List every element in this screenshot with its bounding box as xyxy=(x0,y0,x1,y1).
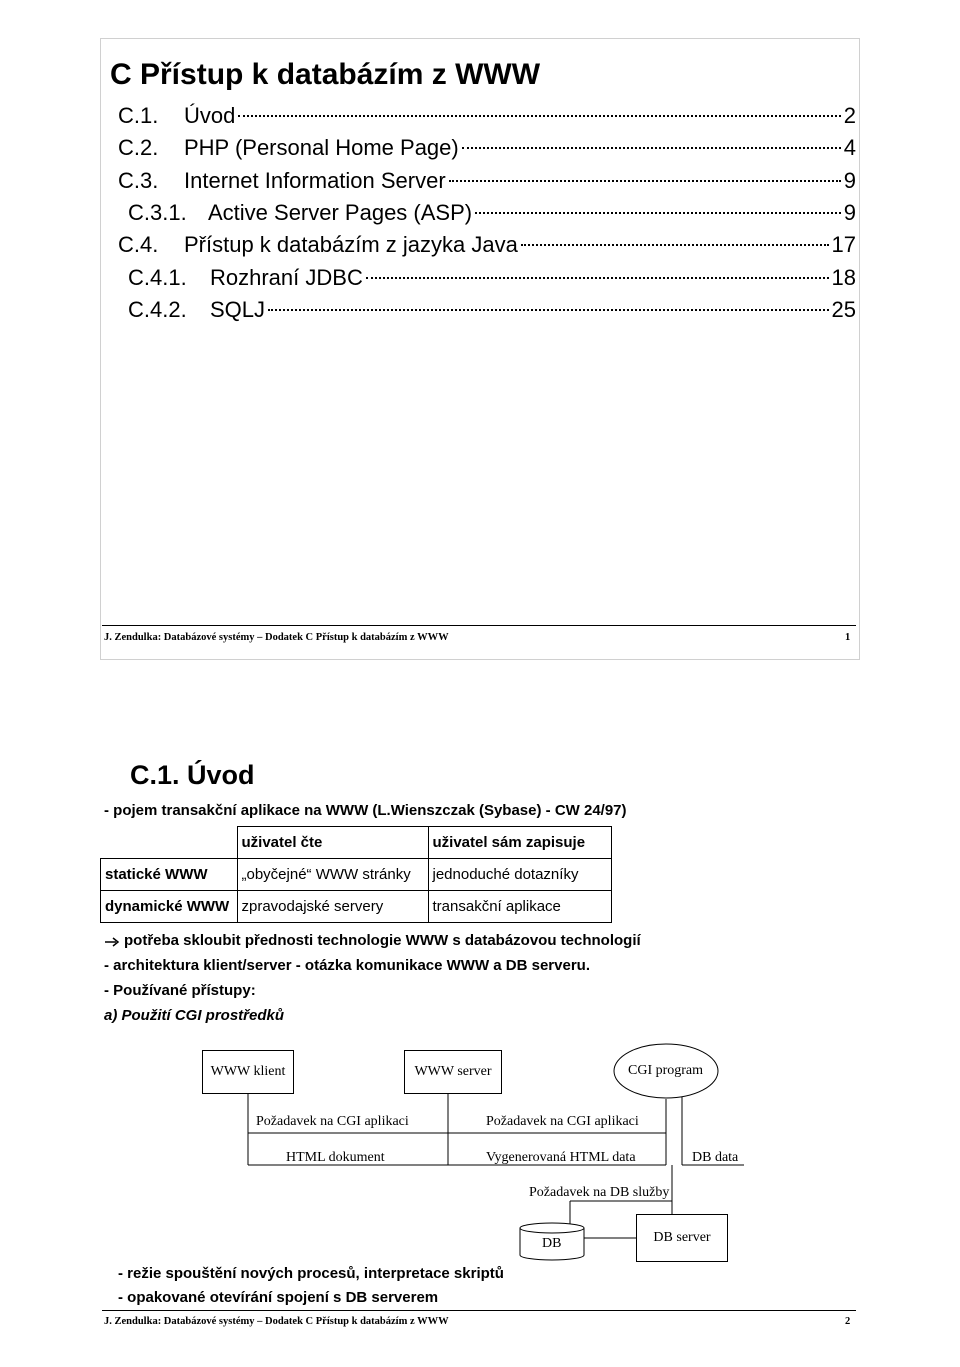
www-server-label: WWW server xyxy=(414,1064,492,1079)
toc-number: C.3. xyxy=(118,168,159,193)
slide-2-page-number: 2 xyxy=(845,1316,851,1327)
toc-number: C.2. xyxy=(118,135,159,160)
toc-number: C.1. xyxy=(118,103,159,128)
toc-title: Active Server Pages (ASP) xyxy=(208,200,473,225)
toc-number: C.4.1. xyxy=(128,265,187,290)
toc-page: 9 xyxy=(843,200,856,225)
slide-2-footer-rule xyxy=(102,1310,856,1311)
toc-page: 18 xyxy=(831,265,856,290)
db-server-box xyxy=(636,1214,728,1262)
db-cylinder-top xyxy=(520,1223,584,1233)
toc-title: PHP (Personal Home Page) xyxy=(184,135,459,160)
toc-number: C.3.1. xyxy=(128,200,187,225)
table-header-cell: uživatel sám zapisuje xyxy=(428,827,611,859)
request-cgi-label: Požadavek na CGI aplikaci xyxy=(256,1114,409,1129)
toc-page: 25 xyxy=(831,297,856,322)
bullet-line: - architektura klient/server - otázka komunikace WWW a DB serveru. xyxy=(104,957,590,974)
db-label: DB xyxy=(542,1236,562,1251)
intro-line: - pojem transakční aplikace na WWW (L.Wienszczak (Sybase) - CW 24/97) xyxy=(104,802,627,819)
slide-1-footer: J. Zendulka: Databázové systémy – Dodatek C Přístup k databázím z WWW xyxy=(104,632,449,643)
table-header-cell: uživatel čte xyxy=(237,827,428,859)
table-cell: zpravodajské servery xyxy=(237,891,428,923)
slide-2-footer: J. Zendulka: Databázové systémy – Dodatek C Přístup k databázím z WWW xyxy=(104,1316,449,1327)
toc-title: Přístup k databázím z jazyka Java xyxy=(184,232,518,257)
www-server-box xyxy=(404,1050,502,1094)
table-cell: jednoduché dotazníky xyxy=(428,859,611,891)
toc-number: C.4. xyxy=(118,232,159,257)
toc-page: 9 xyxy=(843,168,856,193)
www-client-box xyxy=(202,1050,294,1094)
table-row-header: statické WWW xyxy=(101,859,238,891)
bullet-line: - Používané přístupy: xyxy=(104,982,256,999)
generated-html-label: Vygenerovaná HTML data xyxy=(486,1150,636,1165)
db-server-label: DB server xyxy=(653,1230,711,1245)
toc-title: SQLJ xyxy=(210,297,266,322)
toc-page: 17 xyxy=(831,232,856,257)
toc-title: Internet Information Server xyxy=(184,168,446,193)
slide-1-title: C Přístup k databázím z WWW xyxy=(110,58,541,91)
toc-title: Úvod xyxy=(184,103,236,128)
request-cgi-label: Požadavek na CGI aplikaci xyxy=(486,1114,639,1129)
db-data-label: DB data xyxy=(692,1150,739,1165)
slide-1-page-number: 1 xyxy=(845,632,851,643)
table-cell: „obyčejné“ WWW stránky xyxy=(237,859,428,891)
cgi-program-label: CGI program xyxy=(628,1063,704,1078)
toc-title: Rozhraní JDBC xyxy=(210,265,363,290)
note-line: - opakované otevírání spojení s DB serverem xyxy=(118,1289,439,1306)
slide-2-title: C.1. Úvod xyxy=(130,760,255,790)
table-row-header: dynamické WWW xyxy=(101,891,238,923)
toc-number: C.4.2. xyxy=(128,297,187,322)
toc-page: 2 xyxy=(843,103,856,128)
html-document-label: HTML dokument xyxy=(286,1150,385,1165)
subsection-heading: a) Použití CGI prostředků xyxy=(104,1007,285,1024)
db-request-label: Požadavek na DB služby xyxy=(529,1185,670,1200)
table-cell: transakční aplikace xyxy=(428,891,611,923)
bullet-line: potřeba skloubit přednosti technologie WWW s databázovou technologií xyxy=(124,932,641,949)
toc-page: 4 xyxy=(843,135,856,160)
www-client-label: WWW klient xyxy=(210,1064,286,1079)
note-line: - režie spouštění nových procesů, interpretace skriptů xyxy=(118,1265,504,1282)
